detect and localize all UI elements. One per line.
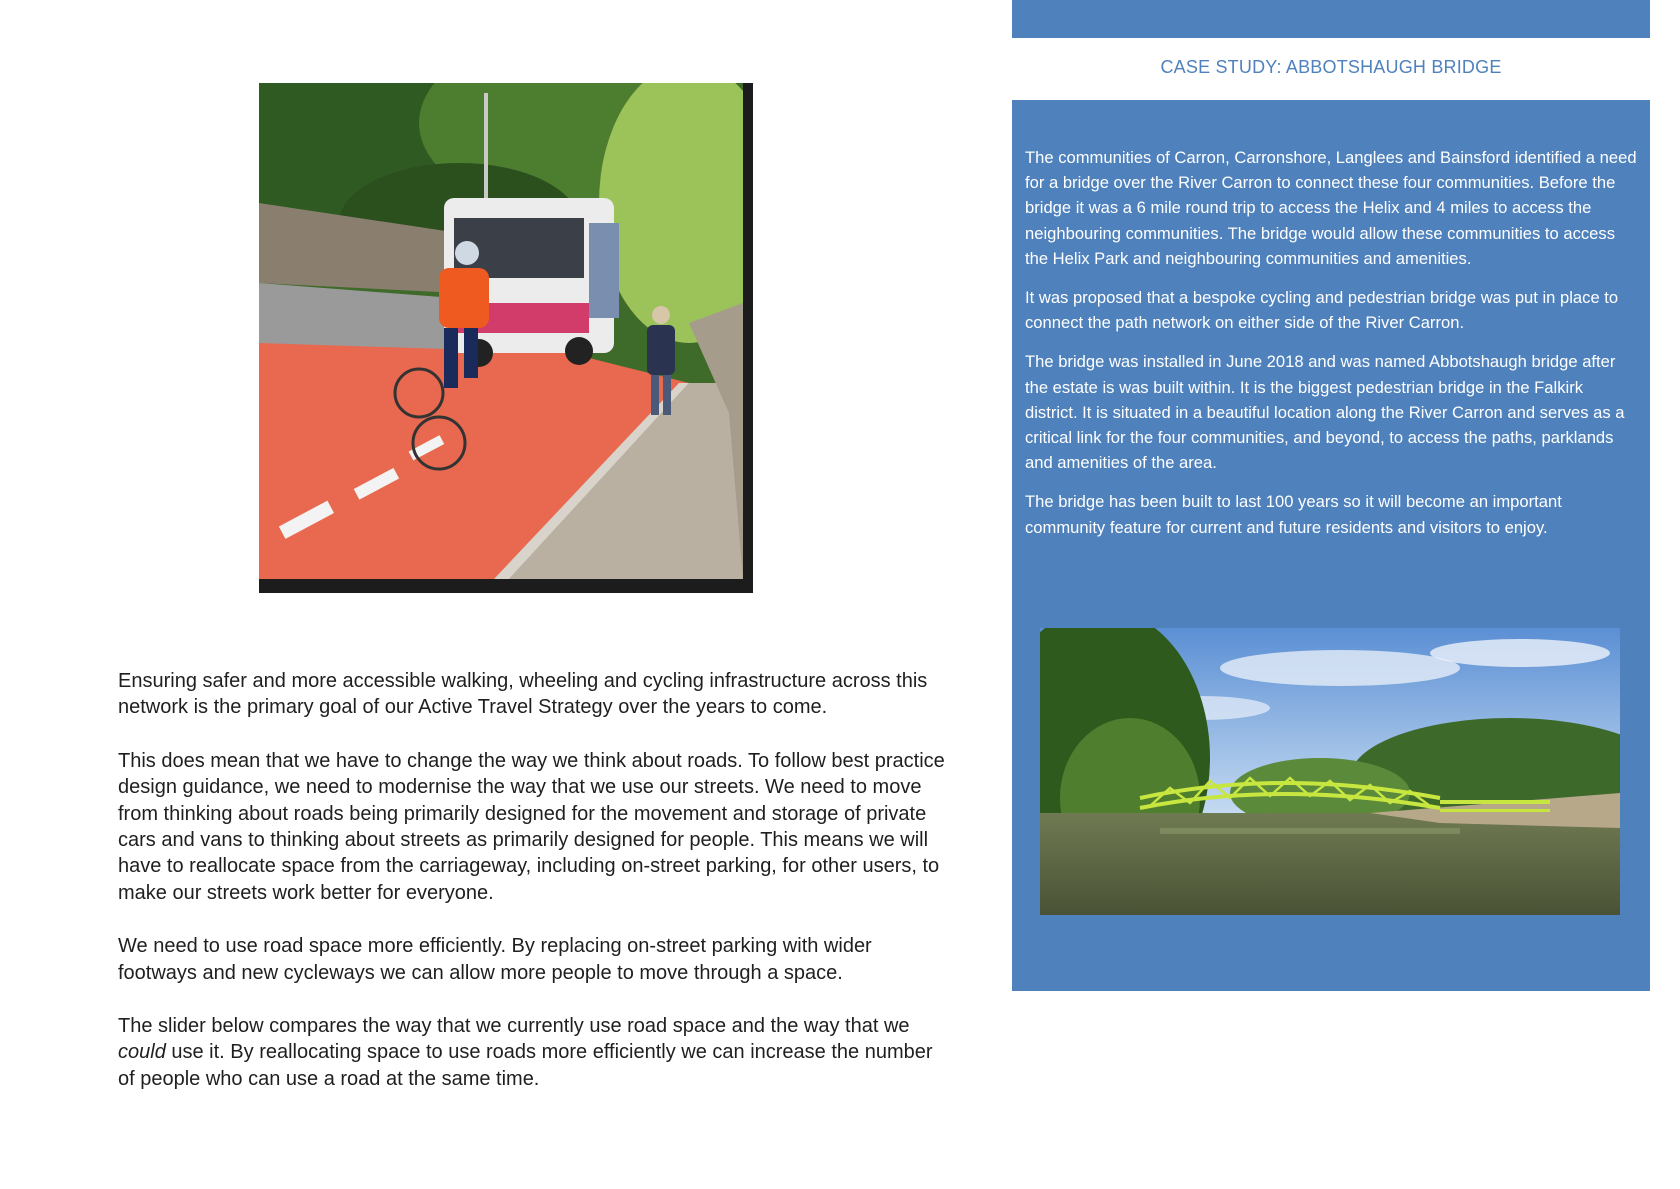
paragraph: This does mean that we have to change the way we think about roads. To follow best practice design guidance, we need to modernise the way that we use our streets. We need to move from thinking about roads being primarily designed for the movement and storage of private cars and vans to thinking about streets as primarily designed for people. This means we will have to reallocate space from the carriageway, including on-street parking, for other users, to make our streets work better for everyone. bbox=[118, 749, 945, 904]
header-bar bbox=[1012, 0, 1650, 38]
case-paragraph: The bridge was installed in June 2018 and was named Abbotshaugh bridge after the estate is was built within. It is the biggest pedestrian bridge in the Falkirk district. It is situated in a beautiful location along the River Carron and serves as a critical link for the four communities, and beyond, to access the paths, parklands and amenities of the area. bbox=[1025, 352, 1625, 473]
paragraph-text-after: use it. By reallocating space to use roads more efficiently we can increase the number of people who can use a road at the same time. bbox=[118, 1041, 933, 1090]
emphasis-text: could bbox=[118, 1041, 166, 1064]
case-study-title: CASE STUDY: ABBOTSHAUGH BRIDGE bbox=[1160, 57, 1502, 77]
case-paragraph: It was proposed that a bespoke cycling and pedestrian bridge was put in place to connect the path network on either side of the River Carron. bbox=[1025, 288, 1619, 333]
case-study-box bbox=[1012, 100, 1650, 991]
cyclist-photo bbox=[259, 83, 753, 593]
paragraph: Ensuring safer and more accessible walking, wheeling and cycling infrastructure across this network is the primary goal of our Active Travel Strategy over the years to come. bbox=[118, 670, 928, 719]
body-text bbox=[118, 668, 948, 1119]
paragraph-text: The slider below compares the way that we currently use road space and the way that we bbox=[118, 1015, 910, 1038]
paragraph: We need to use road space more efficiently. By replacing on-street parking with wider footways and new cycleways we can allow more people to move through a space. bbox=[118, 935, 872, 984]
case-paragraph: The bridge has been built to last 100 years so it will become an important community feature for current and future residents and visitors to enjoy. bbox=[1025, 492, 1562, 537]
case-paragraph: The communities of Carron, Carronshore, Langlees and Bainsford identified a need for a bridge over the River Carron to connect these four communities. Before the bridge it was a 6 mile round trip to access the Helix and 4 miles to access the neighbouring communities. The bridge would allow these communities to access the Helix Park and neighbouring communities and amenities. bbox=[1025, 148, 1637, 268]
bridge-photo bbox=[1040, 628, 1620, 915]
paragraph bbox=[118, 1013, 948, 1092]
case-study-text bbox=[1025, 145, 1637, 554]
